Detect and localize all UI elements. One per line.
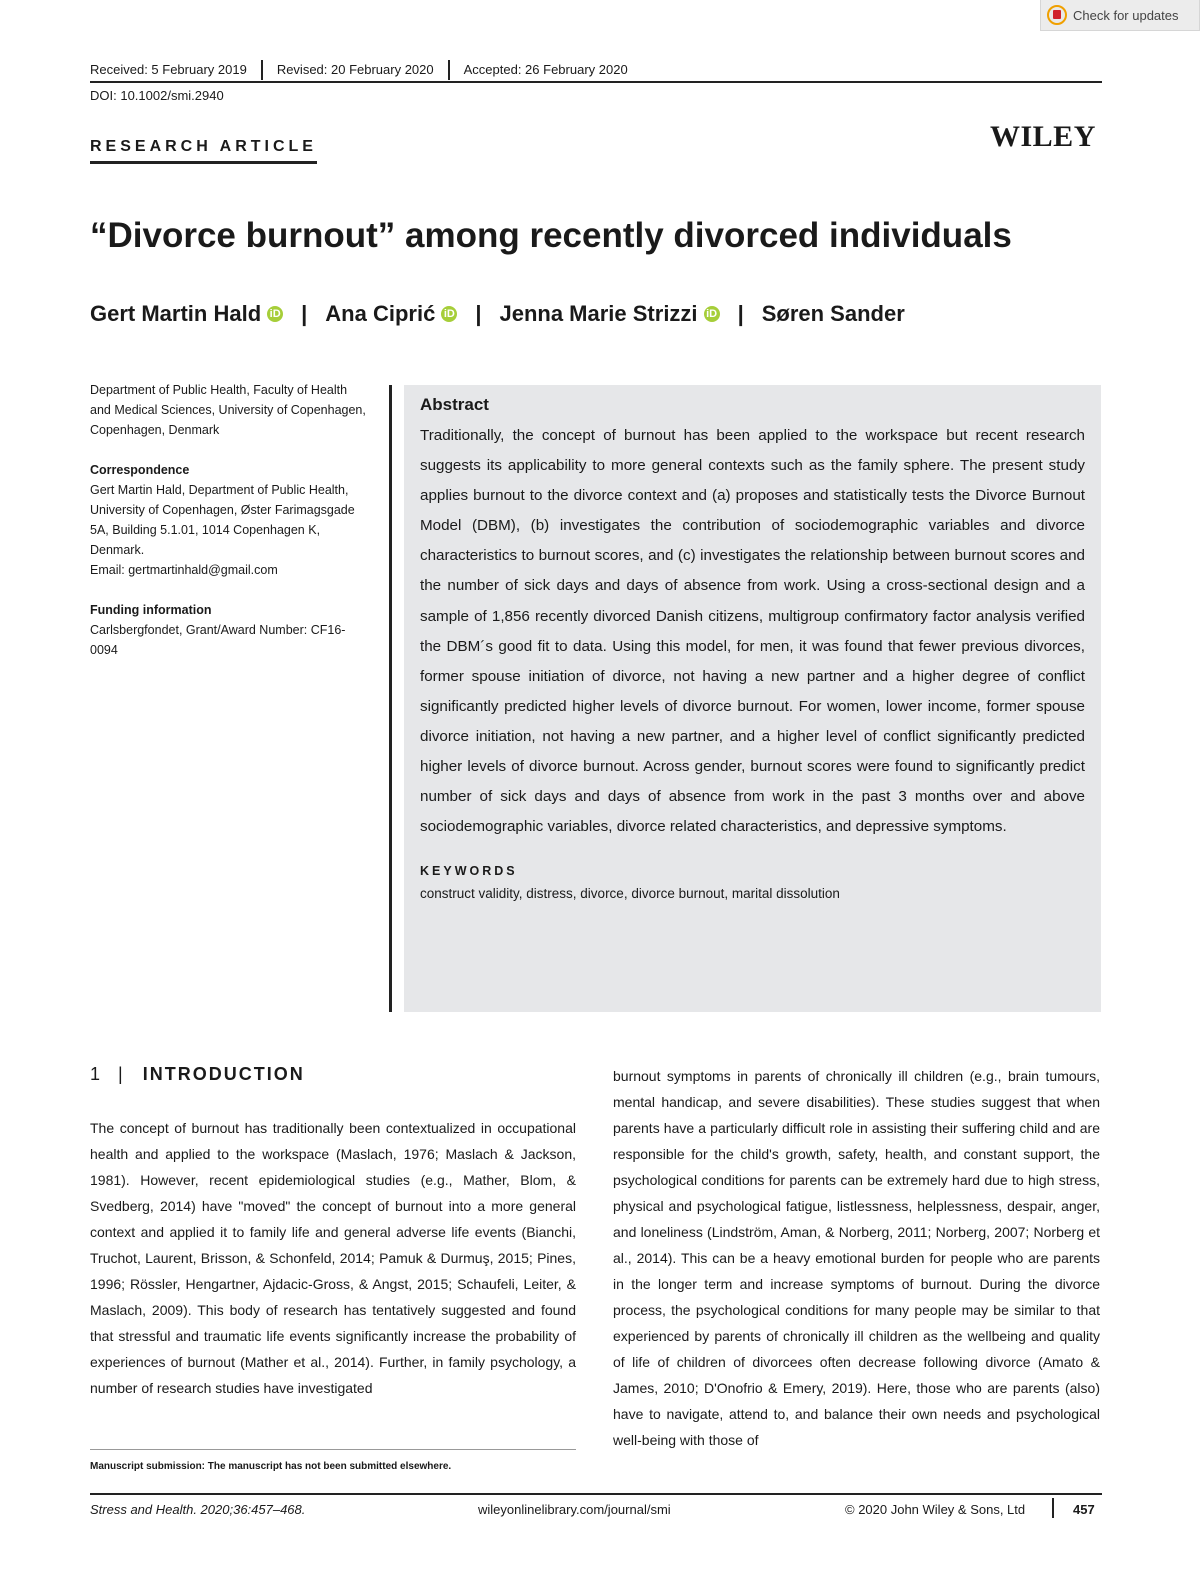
intro-column-left: The concept of burnout has traditionally been contextualized in occupational health and applied to the workspace (Maslach, 1976; Maslach & Jackson, 1981). However, recent epidemiological studies (e.g., Mather, Blom, & Svedberg, 2014) have "moved" the concept of burnout into a more general context and applied it to family life and general adverse life events (Bianchi, Truchot, Laurent, Brisson, & Schonfeld, 2014; Pamuk & Durmuş, 2015; Pines, 1996; Rössler, Hengartner, Ajdacic-Gross, & Angst, 2015; Schaufeli, Leiter, & Maslach, 2009). This body of research has tentatively suggested and found that stressful and traumatic life events significantly increase the probability of experiences of burnout (Mather et al., 2014). Further, in family psychology, a number of research studies have investigated xyxy=(90,1120,576,1396)
abstract-heading: Abstract xyxy=(420,395,489,414)
orcid-icon[interactable]: iD xyxy=(704,306,720,322)
section-number: 1 xyxy=(90,1064,101,1084)
journal-url[interactable]: wileyonlinelibrary.com/journal/smi xyxy=(478,1502,671,1517)
abstract-box xyxy=(404,385,1101,1012)
author-separator: | xyxy=(301,301,308,326)
footer-divider xyxy=(1052,1498,1054,1518)
doi[interactable]: DOI: 10.1002/smi.2940 xyxy=(90,88,224,103)
article-title: “Divorce burnout” among recently divorced individuals xyxy=(90,216,1012,255)
orcid-icon[interactable]: iD xyxy=(441,306,457,322)
correspondence-text: Gert Martin Hald, Department of Public Health, University of Copenhagen, Øster Farimagsgade 5A, Building 5.1.01, 1014 Copenhagen K, Denmark. xyxy=(90,483,355,557)
check-for-updates-label: Check for updates xyxy=(1073,7,1179,23)
footnote: Manuscript submission: The manuscript has not been submitted elsewhere. xyxy=(90,1461,452,1472)
author-name[interactable]: Jenna Marie Strizzi xyxy=(499,301,698,326)
abstract-sidebar-rule xyxy=(389,385,392,1012)
funding xyxy=(90,600,368,660)
author-list xyxy=(90,301,905,327)
correspondence-heading: Correspondence xyxy=(90,463,190,477)
footnote-rule xyxy=(90,1449,576,1450)
copyright: © 2020 John Wiley & Sons, Ltd xyxy=(845,1502,1026,1517)
publisher-logo: WILEY xyxy=(990,120,1096,153)
journal-citation: Stress and Health. 2020;36:457–468. xyxy=(90,1502,306,1517)
section-heading xyxy=(90,1064,305,1085)
affiliation: Department of Public Health, Faculty of Health and Medical Sciences, University of Copenhagen, Copenhagen, Denmark xyxy=(90,383,366,437)
header-rule xyxy=(90,81,1102,83)
footer-rule xyxy=(90,1493,1102,1495)
funding-heading: Funding information xyxy=(90,603,212,617)
section-divider: | xyxy=(118,1064,125,1084)
history-dates xyxy=(90,58,1102,82)
page-number: 457 xyxy=(1073,1502,1095,1517)
section-title: INTRODUCTION xyxy=(142,1064,305,1084)
funding-text: Carlsbergfondet, Grant/Award Number: CF16-0094 xyxy=(90,623,346,657)
keywords-list: construct validity, distress, divorce, divorce burnout, marital dissolution xyxy=(420,886,840,902)
author-separator: | xyxy=(737,301,744,326)
author-name[interactable]: Ana Ciprić xyxy=(325,301,436,326)
crossmark-icon xyxy=(1047,5,1067,25)
author-name[interactable]: Gert Martin Hald xyxy=(90,301,262,326)
author-separator: | xyxy=(475,301,482,326)
intro-column-right: burnout symptoms in parents of chronically ill children (e.g., brain tumours, mental handicap, and severe disabilities). These studies suggest that when parents have a particularly difficult role in assisting their suffering child and are responsible for the child's growth, safety, health, and constant support, the psychological conditions for parents can be extremely hard due to high stress, physical and psychological fatigue, listlessness, helplessness, despair, anger, and loneliness (Lindström, Aman, & Norberg, 2011; Norberg, 2007; Norberg et al., 2014). This can be a heavy emotional burden for people who are parents in the longer term and increase symptoms of burnout. During the divorce process, the psychological conditions for many people may be similar to that experienced by parents of chronically ill children as the wellbeing and quality of life of children of divorcees often decrease following divorce (Amato & James, 2010; D'Onofrio & Emery, 2019). Here, those who are parents (also) have to navigate, attend to, and balance their own needs and psychological well-being with those of xyxy=(613,1068,1100,1448)
author-name[interactable]: Søren Sander xyxy=(761,301,905,326)
correspondence xyxy=(90,460,368,580)
keywords-heading: KEYWORDS xyxy=(420,864,518,879)
article-type: RESEARCH ARTICLE xyxy=(90,138,317,164)
orcid-icon[interactable]: iD xyxy=(267,306,283,322)
received-date: Received: 5 February 2019 xyxy=(90,62,247,77)
check-for-updates-button[interactable] xyxy=(1040,0,1200,31)
accepted-date: Accepted: 26 February 2020 xyxy=(448,60,642,80)
abstract-text: Traditionally, the concept of burnout has been applied to the workspace but recent research suggests its applicability to more general contexts such as the family sphere. The present study applies burnout to the divorce context and (a) proposes and statistically tests the Divorce Burnout Model (DBM), (b) investigates the contribution of sociodemographic variables and divorce characteristics to burnout scores, and (c) investigates the relationship between burnout scores and the number of sick days and days of absence from work. Using a cross-sectional design and a sample of 1,856 recently divorced Danish citizens, multigroup confirmatory factor analysis verified the DBM´s good fit to data. Using this model, for men, it was found that fewer previous divorces, former spouse initiation of divorce, not having a new partner and a higher degree of conflict significantly predicted higher levels of divorce burnout. For women, lower income, former spouse divorce initiation, not having a new partner, and a higher level of conflict significantly predicted higher levels of divorce burnout. Across gender, burnout scores were found to significantly predict number of sick days and days of absence from work in the past 3 months over and above sociodemographic variables, divorce related characteristics, and depressive symptoms. xyxy=(420,427,1085,836)
correspondence-email[interactable]: Email: gertmartinhald@gmail.com xyxy=(90,563,278,577)
revised-date: Revised: 20 February 2020 xyxy=(261,60,448,80)
